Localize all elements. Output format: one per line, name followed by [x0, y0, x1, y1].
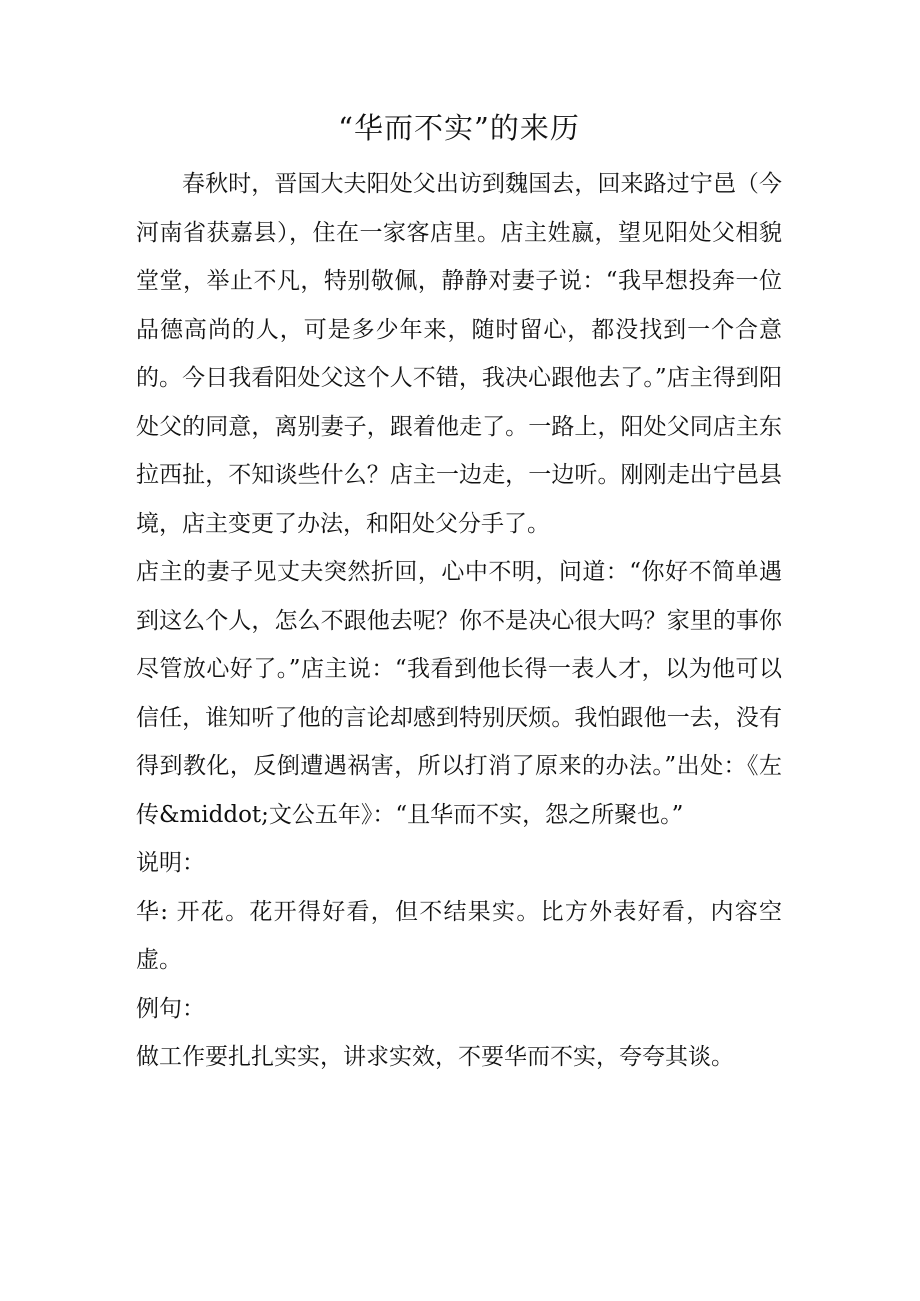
paragraph-example: 做工作要扎扎实实，讲求实效，不要华而不实，夸夸其谈。 — [136, 1044, 734, 1070]
paragraph-story: 春秋时，晋国大夫阳处父出访到魏国去，回来路过宁邑（今河南省获嘉县），住在一家客店里。店主姓嬴，望见阳处父相貌堂堂，举止不凡，特别敬佩，静静对妻子说：“我早想投奔一位品德高尚的人，可是多少年来，随时留心，都没找到一个合意的。今日我看阳处父这个人不错，我决心跟他去了。”店主得到阳处父的同意，离别妻子，跟着他走了。一路上，阳处父同店主东拉西扯，不知谈些什么？店主一边走，一边听。刚刚走出宁邑县境，店主变更了办法，和阳处父分手了。 — [136, 171, 782, 537]
paragraph-explanation: 华: 开花。花开得好看，但不结果实。比方外表好看，内容空虚。 — [136, 898, 782, 973]
document-page — [136, 108, 782, 1082]
label-explanation: 说明： — [136, 850, 205, 876]
label-example: 例句： — [136, 995, 205, 1022]
document-title: “华而不实”的来历 — [338, 111, 580, 145]
paragraph-dialogue-source: 店主的妻子见丈夫突然折回，心中不明，问道：“你好不简单遇到这么个人，怎么不跟他去呢？你不是决心很大吗？家里的事你尽管放心好了。”店主说：“我看到他长得一表人才，以为他可以信任，谁知听了他的言论却感到特别厌烦。我怕跟他一去，没有得到教化，反倒遭遇祸害，所以打消了原来的办法。”出处：《左传&middot;文公五年》：“且华而不实，怨之所聚也。” — [136, 559, 782, 828]
